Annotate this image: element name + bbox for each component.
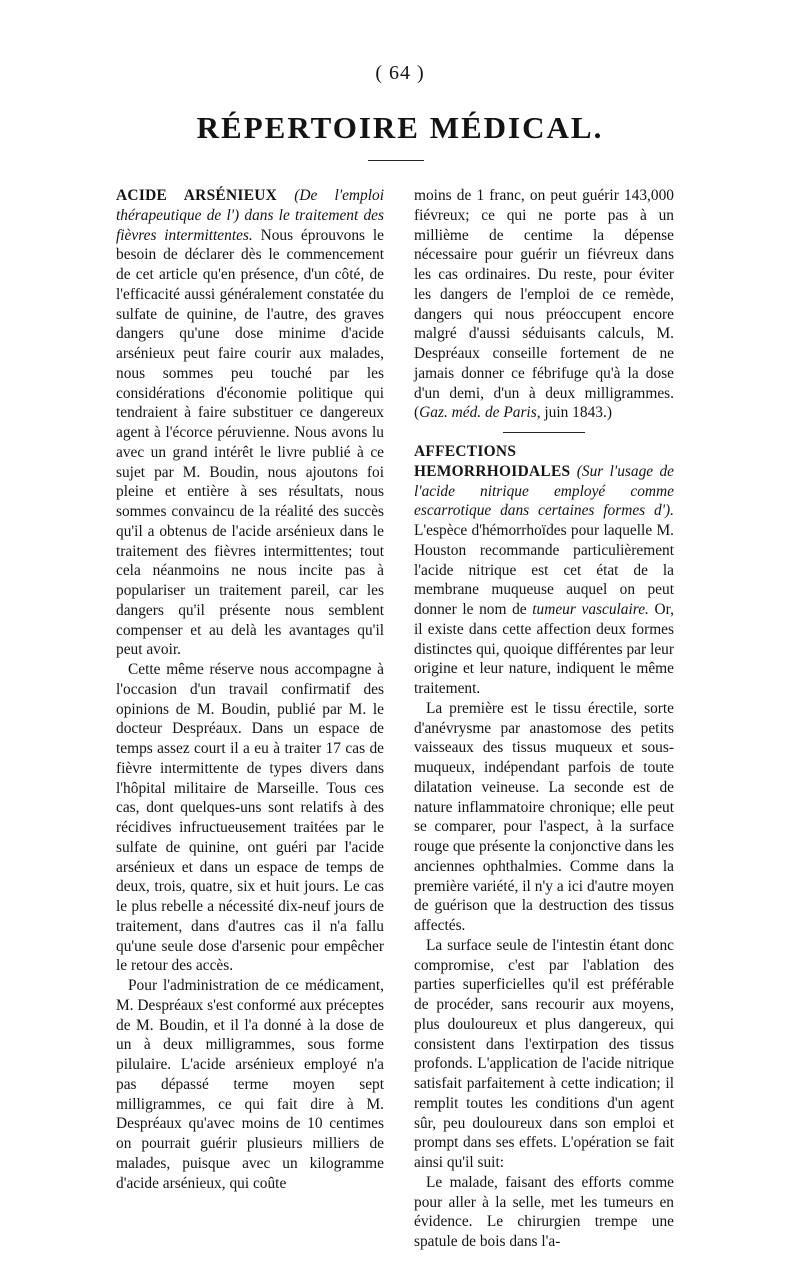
article-paragraph: Cette même réserve nous accompagne à l'occasion d'un travail confirmatif des opinions de M. Boudin, publié par M. le docteur Despréaux. Dans un espace de temps assez court il a eu à traiter 17 cas de fièvre intermittente de types divers dans l'hôpital militaire de Marseille. Tous ces cas, dont quelques-uns sont relatifs à des récidives infructueusement traitées par le sulfate de quinine, ont guéri par l'acide arsénieux et dans un espace de temps de deux, trois, quatre, six et huit jours. Le cas le plus rebelle a nécessité dix-neuf jours de traitement, dans d'autres cas il n'a fallu qu'une seule dose d'arsenic pour empêcher le retour des accès. (116, 661, 384, 975)
right-column (414, 186, 674, 1252)
article-heading: AFFECTIONS HEMORRHOIDALES (414, 443, 571, 480)
page-number: ( 64 ) (375, 62, 425, 84)
article-acide-arsenieux-intro (116, 186, 384, 660)
article-heading: ACIDE ARSÉNIEUX (116, 187, 278, 204)
article-paragraph: Or, il existe dans cette affection deux formes distinctes qui, quoique différentes par leur origine et leur nature, indiquent le même traitement. (414, 601, 675, 697)
article-paragraph: Le malade, faisant des efforts comme pour aller à la selle, met les tumeurs en évidence. Le chirurgien trempe une spatule de bois dans l'a- (414, 1173, 674, 1250)
citation-date: juin 1843.) (540, 404, 612, 422)
citation-source: Gaz. méd. de Paris, (419, 404, 541, 422)
article-term: tumeur vasculaire. (532, 601, 649, 618)
article-paragraph: La première est le tissu érectile, sorte d'anévrysme par anastomose des petits vaisseaux des tissus muqueux et sous-muqueux, indépendant parfois de toute dilatation veineuse. La seconde est de nature inflammatoire chronique; elle peut se comparer, pour l'aspect, à la surface rouge que présente la conjonctive dans les anciennes ophthalmies. Comme dans la première variété, il n'y a ici d'autre moyen de guérison que la destruction des tissus affectés. (414, 699, 674, 934)
article-subtitle: (De l'emploi thérapeutique de l') dans le traitement des fièvres intermittentes. (116, 187, 384, 244)
article-paragraph: L'espèce d'hémorrhoïdes pour laquelle M. Houston recommande particulièrement l'acide nitrique est cet état de la membrane muqueuse auquel on peut donner le nom de (414, 522, 674, 618)
article-paragraph: Pour l'administration de ce médicament, M. Despréaux s'est conformé aux préceptes de M. Boudin, et il l'a donné à la dose de un à deux milligrammes, sous forme pilulaire. L'acide arsénieux employé n'a pas dépassé terme moyen sept milligrammes, ce qui fait dire à M. Despréaux qu'avec moins de 10 centimes on pourrait guérir plusieurs milliers de malades, puisque avec un kilogramme d'acide arsénieux, qui coûte (116, 977, 384, 1192)
article-subtitle: (Sur l'usage de l'acide nitrique employé comme escarrotique dans certaines formes d'). (414, 462, 674, 520)
title-rule (368, 160, 424, 161)
article-affections-hemorrhoidales-intro (414, 442, 674, 699)
article-separator (503, 432, 585, 433)
article-paragraph: moins de 1 franc, on peut guérir 143,000 fiévreux; ce qui ne porte pas à un millième de centime la dépense nécessaire pour guérir un fiévreux dans les cas ordinaires. Du reste, pour éviter les dangers de l'emploi de ce remède, dangers qui nous préoccupent encore malgré d'aussi séduisants calculs, M. Despréaux conseille fortement de ne jamais donner ce fébrifuge qu'à la dose d'un demi, d'un à deux milligrammes. ( (414, 187, 674, 422)
page-title: RÉPERTOIRE MÉDICAL. (196, 110, 604, 145)
article-paragraph: La surface seule de l'intestin étant donc compromise, c'est par l'ablation des parties superficielles qu'il est préférable de procéder, sans recourir aux moyens, plus douloureux et plus dangereux, qui consistent dans l'extirpation des tissus profonds. L'application de l'acide nitrique satisfait parfaitement à cette indication; il remplit toutes les conditions d'un agent sûr, peu douloureux dans son emploi et prompt dans ses effets. L'opération se fait ainsi qu'il suit: (414, 936, 674, 1171)
left-column (116, 186, 384, 1193)
article-paragraph: Nous éprouvons le besoin de déclarer dès le commencement de cet article qu'en présence, d'un côté, de l'efficacité aussi généralement constatée du sulfate de quinine, de l'autre, des graves dangers qu'une dose minime d'acide arsénieux peut faire courir aux malades, nous sommes peu touché par les considérations d'économie politique qui tendraient à faire substituer ce dangereux agent à l'écorce péruvienne. Nous avons lu avec un grand intérêt le livre publié à ce sujet par M. Boudin, nous ajoutons foi pleine et entière à ses résultats, nous sommes convaincu de la réalité des succès qu'il a obtenus de l'acide arsénieux dans le traitement des fièvres intermittentes; tout cela néanmoins ne nous incite pas à populariser un traitement pareil, car les dangers qu'il présente nous semblent compenser et au delà les avantages qu'il peut avoir. (116, 226, 384, 659)
article-continuation (414, 186, 674, 423)
